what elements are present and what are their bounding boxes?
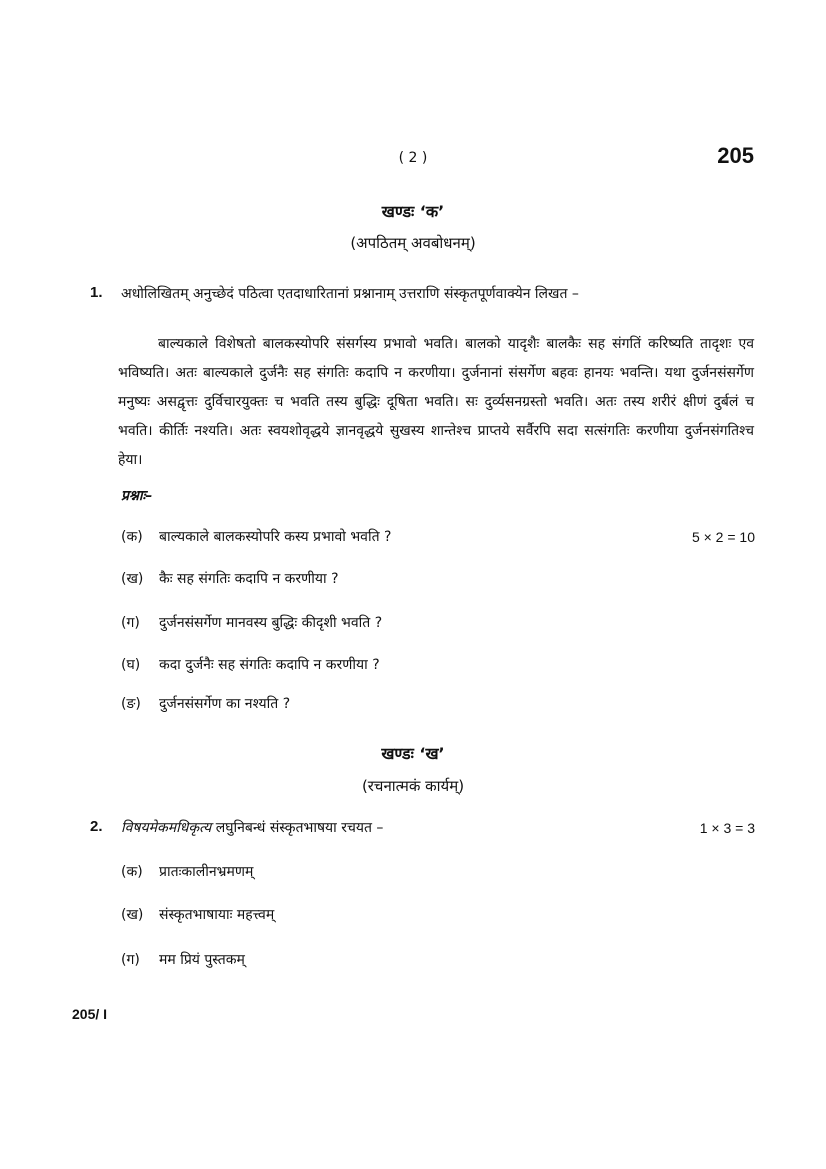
- question-1-instruction: अधोलिखितम् अनुच्छेदं पठित्वा एतदाधारितानां प्रश्नानाम् उत्तराणि संस्कृतपूर्णवाक्येन लिखत –: [121, 286, 579, 302]
- subquestion-label: (क): [121, 529, 143, 545]
- option-text: प्रातःकालीनभ्रमणम्: [159, 864, 254, 880]
- section-a-title: खण्डः ‘क’: [381, 202, 445, 221]
- question-2-marks: 1 × 3 = 3: [699, 820, 755, 836]
- subquestion-label: (ङ): [121, 696, 141, 712]
- subquestion-text: बाल्यकाले बालकस्योपरि कस्य प्रभावो भवति ?: [159, 529, 392, 545]
- footer-code: 205/ I: [72, 1006, 108, 1022]
- subquestion-kha: [121, 569, 339, 588]
- passage: बाल्यकाले विशेषतो बालकस्योपरि संसर्गस्य प्रभावो भवति। बालको यादृशैः बालकैः सह संगतिं करिष्यति तादृशः एव भविष्यति। अतः बाल्यकाले दुर्जनैः सह संगतिः कदापि न करणीया। दुर्जनानां संसर्गेण बहवः हानयः भवन्ति। यथा दुर्जनसंसर्गेण मनुष्यः असद्वृत्तः दुर्विचारयुक्तः च भवति तस्य बुद्धिः दूषिता भवति। सः दुर्व्यसनग्रस्तो भवति। अतः तस्य शरीरं क्षीणं दुर्बलं च भवति। कीर्तिः नश्यति। अतः स्वयशोवृद्धये ज्ञानवृद्धये सुखस्य शान्तेश्च प्राप्तये सर्वैरपि सदा सत्संगतिः करणीया दुर्जनसंगतिश्च हेया।: [118, 336, 754, 468]
- subquestion-label: (ग): [121, 615, 140, 631]
- question-1-marks: 5 × 2 = 10: [691, 529, 755, 545]
- subquestion-text: कैः सह संगतिः कदापि न करणीया ?: [159, 571, 339, 587]
- option-kha: [121, 905, 274, 924]
- option-ka: [121, 862, 253, 881]
- option-text: मम प्रियं पुस्तकम्: [159, 952, 245, 968]
- subquestion-ka: [121, 527, 391, 546]
- subquestion-text: दुर्जनसंसर्गेण का नश्यति ?: [159, 696, 291, 712]
- option-text: संस्कृतभाषायाः महत्त्वम्: [159, 907, 275, 923]
- option-label: (ख): [121, 907, 144, 923]
- instruction-italic: विषयमेकमधिकृत्य: [121, 820, 212, 836]
- subquestion-label: (ख): [121, 571, 144, 587]
- question-1-number: 1.: [90, 284, 103, 301]
- subquestion-label: (घ): [121, 657, 141, 673]
- subquestion-text: दुर्जनसंसर्गेण मानवस्य बुद्धिः कीदृशी भवति ?: [159, 615, 383, 631]
- page-number: ( 2 ): [398, 150, 428, 166]
- section-a-subtitle: (अपठितम् अवबोधनम्): [350, 234, 476, 252]
- subquestion-ga: [121, 613, 382, 632]
- question-2-instruction: [121, 818, 383, 837]
- question-2-number: 2.: [90, 818, 103, 835]
- instruction-rest: लघुनिबन्धं संस्कृतभाषया रचयत –: [211, 820, 384, 836]
- subquestion-nga: [121, 694, 290, 713]
- subquestion-text: कदा दुर्जनैः सह संगतिः कदापि न करणीया ?: [159, 657, 380, 673]
- section-b-title: खण्डः ‘ख’: [381, 744, 445, 763]
- option-label: (क): [121, 864, 143, 880]
- option-label: (ग): [121, 952, 140, 968]
- option-ga: [121, 950, 245, 969]
- paper-code: 205: [717, 143, 754, 168]
- subquestion-gha: [121, 655, 380, 674]
- section-b-subtitle: (रचनात्मकं कार्यम्): [361, 777, 465, 795]
- prashna-label: प्रश्नाः–: [121, 488, 153, 504]
